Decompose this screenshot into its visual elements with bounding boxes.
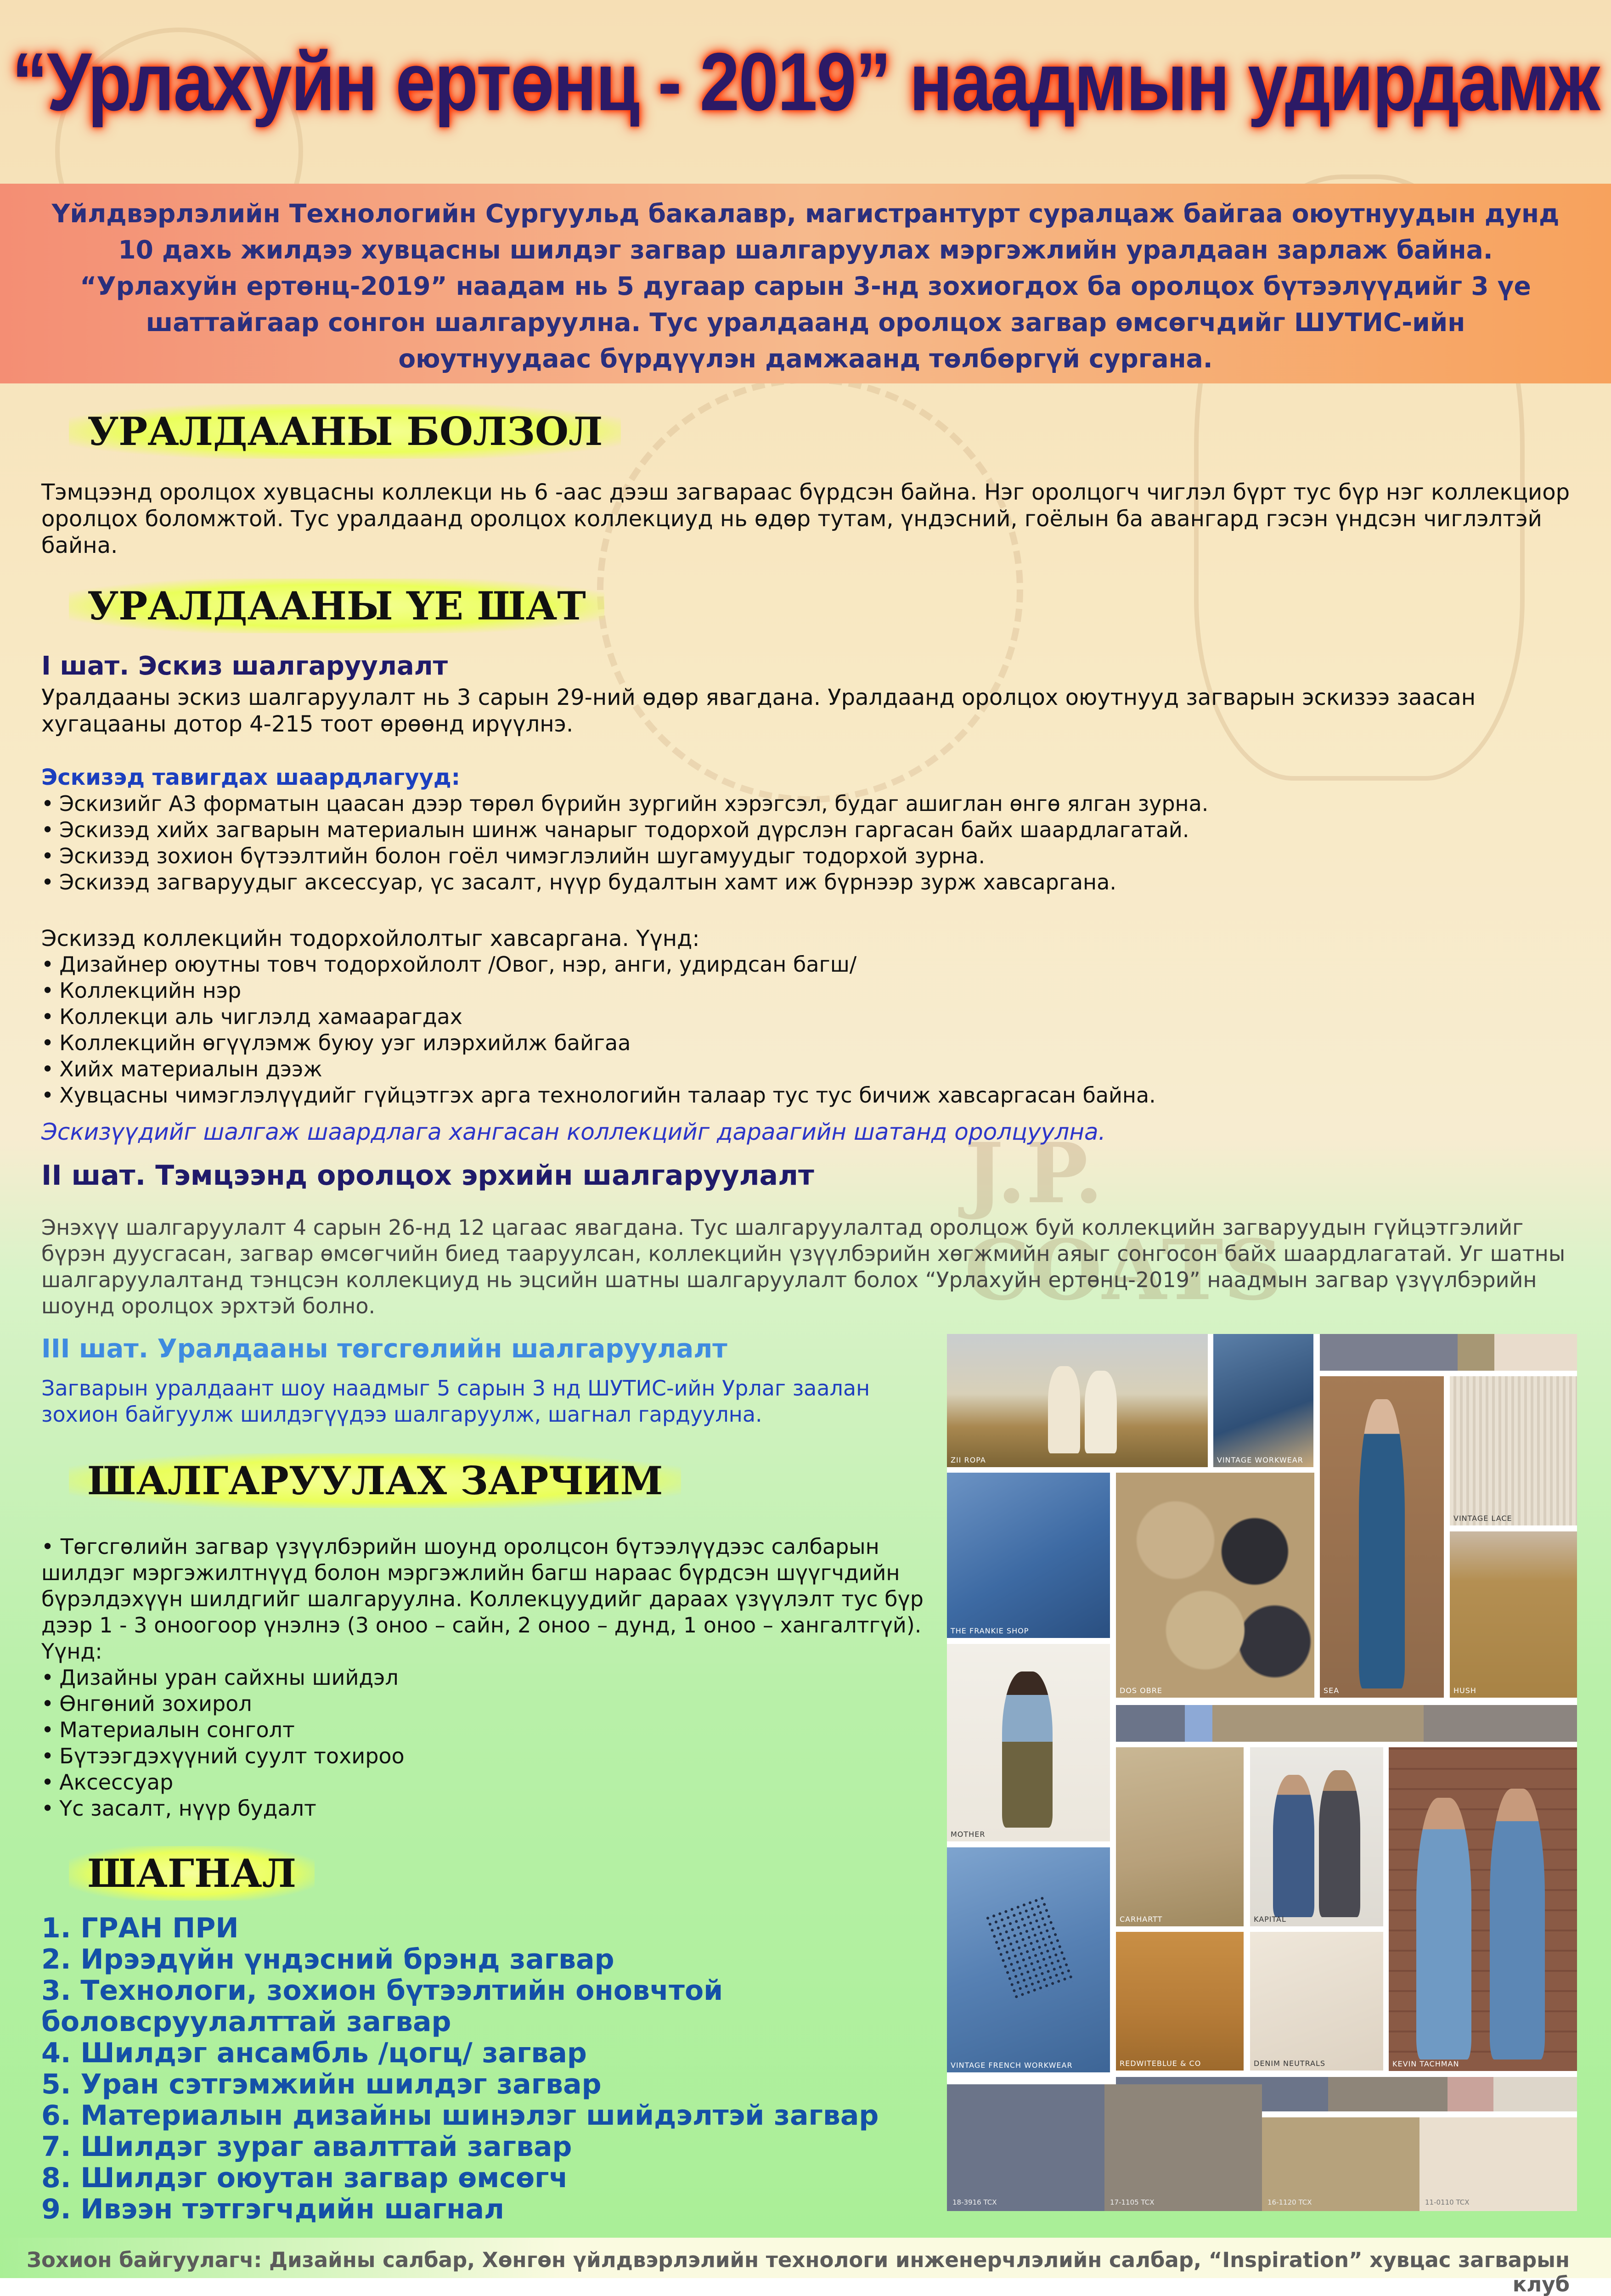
color-swatch	[1116, 1705, 1185, 1742]
award-item: 7. Шилдэг зураг авалттай загвар	[41, 2131, 572, 2163]
list-item: • Материалын сонголт	[41, 1717, 941, 1743]
photo-jumpsuit-model	[1320, 1376, 1444, 1698]
swatch-code: 16-1120 TCX	[1267, 2198, 1312, 2206]
list-item: • Коллекци аль чиглэлд хамаарагдах	[41, 1004, 1557, 1030]
photo-overalls-men	[1389, 1747, 1577, 2071]
list-item: • Коллекцийн өгүүлэмж буюу уэг илэрхийлж байгаа	[41, 1030, 1557, 1056]
embroidery-pattern	[984, 1894, 1076, 2003]
color-swatch	[1494, 1334, 1577, 1371]
pantone-swatch	[1262, 2117, 1419, 2211]
list-item: • Хийх материалын дээж	[41, 1056, 1557, 1082]
criteria-text: • Төгсгөлийн загвар үзүүлбэрийн шоунд оролцсон бүтээлүүдээс салбарын шилдэг мэргэжилтнүүд болон мэргэжлийн багш нараас бүрдсэн шүүгчдийн бүрэлдэхүүн шилдгийг шалгаруулна. Коллекцуудийг дараах үзүүлэлт тус бүр дээр 1 - 3 оноогоор үнэлнэ (3 оноо – сайн, 2 оноо – дунд, 1 оноо – хангалтгүй). Үүнд:	[41, 1534, 924, 1664]
figure-shape	[1359, 1399, 1405, 1688]
moodboard-collage	[947, 1334, 1577, 2211]
list-item: • Эскизэд загваруудыг аксессуар, үс засалт, нүүр будалтын хамт иж бүрнээр зурж хавсаргана.	[41, 869, 1557, 895]
stage1-note: Эскизүүдийг шалгаж шаардлага хангасан коллекцийг дараагийн шатанд оролцуулна.	[41, 1119, 1106, 1145]
requirements-title: Эскизэд тавигдах шаардлагууд:	[41, 765, 460, 790]
section-heading-criteria: ШАЛГАРУУЛАХ ЗАРЧИМ	[69, 1453, 681, 1508]
color-swatch	[1493, 2077, 1577, 2111]
photo-denim-sleeve	[947, 1473, 1110, 1638]
swatch-code: 11-0110 TCX	[1425, 2198, 1470, 2206]
award-item: 3. Технологи, зохион бүтээлтийн оновчтой боловсруулалттай загвар	[41, 1975, 723, 2038]
swatch-fill	[1104, 2084, 1262, 2211]
color-swatch	[1424, 1705, 1577, 1742]
photo-caption: KAPITAL	[1254, 1915, 1286, 1924]
photo-embroidered-denim	[947, 1847, 1110, 2072]
description-intro: Эскизэд коллекцийн тодорхойлолтыг хавсаргана. Үүнд:	[41, 926, 700, 951]
requirements-list	[41, 791, 1557, 895]
photo-caption: DOS OBRE	[1120, 1686, 1162, 1695]
figure-shape	[1319, 1770, 1360, 1917]
figure-shape	[1048, 1366, 1080, 1453]
photo-field-models	[947, 1334, 1208, 1467]
color-swatch	[1328, 2077, 1448, 2111]
stage3-text: Загварын уралдаант шоу наадмыг 5 сарын 3 нд ШУТИС-ийн Урлаг заалан зохион байгуулж шилдэгүүдээ шалгаруулж, шагнал гардуулна.	[41, 1376, 870, 1427]
photo-denim-button	[1213, 1334, 1313, 1467]
footer-organizer	[0, 2238, 1611, 2296]
photo-seated-model	[947, 1644, 1110, 1841]
photo-caption: HUSH	[1453, 1686, 1476, 1695]
award-item: 8. Шилдэг оюутан загвар өмсөгч	[41, 2162, 568, 2194]
stage2-title: II шат. Тэмцээнд оролцох эрхийн шалгаруулалт	[41, 1159, 814, 1192]
intro-banner	[0, 184, 1611, 383]
list-item: • Хувцасны чимэглэлүүдийг гүйцэтгэх арга технологийн талаар тус тус бичиж хавсаргасан байна.	[41, 1082, 1557, 1109]
photo-caption: MOTHER	[951, 1830, 986, 1839]
figure-shape	[1002, 1671, 1053, 1828]
section-heading-awards: ШАГНАЛ	[69, 1846, 315, 1901]
sketch-circle-decoration	[597, 377, 1023, 803]
pantone-swatch	[1104, 2084, 1262, 2211]
figure-shape	[1085, 1371, 1117, 1453]
color-swatch	[1458, 1334, 1494, 1371]
list-item: • Эскизэд хийх загварын материалын шинж чанарыг тодорхой дүрслэн гаргасан байх шаардлагатай.	[41, 817, 1557, 843]
list-item: • Үс засалт, нүүр будалт	[41, 1795, 941, 1822]
photo-workwear-couple	[1250, 1747, 1383, 1926]
list-item: • Дизайны уран сайхны шийдэл	[41, 1665, 941, 1691]
swatch-code: 18-3916 TCX	[952, 2198, 997, 2206]
award-item: 5. Уран сэтгэмжийн шилдэг загвар	[41, 2068, 602, 2100]
swatch-fill	[1419, 2117, 1577, 2211]
figure-shape	[1490, 1789, 1545, 2060]
photo-caption: REDWITEBLUE & CO	[1120, 2059, 1201, 2068]
swatch-fill	[1262, 2117, 1419, 2211]
pantone-swatch	[947, 2084, 1104, 2211]
photo-caption: THE FRANKIE SHOP	[951, 1626, 1029, 1635]
color-swatch	[1212, 1705, 1424, 1742]
photo-caption: VINTAGE FRENCH WORKWEAR	[951, 2061, 1073, 2070]
award-item: 4. Шилдэг ансамбль /цогц/ загвар	[41, 2037, 587, 2069]
photo-leather-pockets	[1116, 1932, 1244, 2071]
description-list	[41, 951, 1557, 1109]
stage1-title: I шат. Эскиз шалгаруулалт	[41, 651, 448, 681]
pantone-swatch	[1419, 2117, 1577, 2211]
photo-khaki-trousers	[1450, 1531, 1577, 1698]
list-item: • Аксессуар	[41, 1769, 941, 1795]
photo-caption: VINTAGE LACE	[1453, 1514, 1512, 1523]
photo-caption: KEVIN TACHMAN	[1392, 2060, 1459, 2068]
photo-caption: SEA	[1324, 1686, 1340, 1695]
figure-shape	[1273, 1775, 1314, 1917]
background-lettering: J.P. COATS	[964, 1125, 1283, 1319]
photo-carhartt-jacket	[1116, 1747, 1244, 1926]
award-item: 9. Ивээн тэтгэгчдийн шагнал	[41, 2193, 504, 2225]
swatch-code: 17-1105 TCX	[1110, 2198, 1155, 2206]
page-title: “Урлахуйн ертөнц - 2019” наадмын удирдамж	[11, 36, 1600, 128]
figure-shape	[1416, 1798, 1471, 2060]
photo-baskets	[1116, 1473, 1314, 1698]
color-swatch	[1448, 2077, 1493, 2111]
stage1-text: Уралдааны эскиз шалгаруулалт нь 3 сарын 29-ний өдөр явагдана. Уралдаанд оролцох оюутнууд загварын эскизээ заасан хугацааны дотор 4-215 тоот өрөөнд ирүүлнэ.	[41, 685, 1476, 737]
award-item: 1. ГРАН ПРИ	[41, 1912, 239, 1944]
list-item: • Бүтээгдэхүүний суулт тохироо	[41, 1743, 941, 1769]
photo-caption: ZII ROPA	[951, 1456, 986, 1464]
awards-list	[41, 1913, 960, 2225]
section-heading-stages: УРАЛДААНЫ ҮЕ ШАТ	[69, 579, 604, 633]
list-item: • Өнгөний зохирол	[41, 1691, 941, 1717]
award-item: 2. Ирээдүйн үндэсний брэнд загвар	[41, 1943, 614, 1975]
section-heading-bolzol: УРАЛДААНЫ БОЛЗОЛ	[69, 404, 621, 459]
award-item: 6. Материалын дизайны шинэлэг шийдэлтэй загвар	[41, 2099, 879, 2132]
bolzol-text: Тэмцээнд оролцох хувцасны коллекци нь 6 -аас дээш загвараас бүрдсэн байна. Нэг оролцогч чиглэл бүрт тус бүр нэг коллекциор оролцох боломжтой. Тус уралдаанд оролцох коллекциуд нь өдөр тутам, үндэсний, гоёлын ба авангард гэсэн үндсэн чиглэлтэй байна.	[41, 479, 1570, 558]
list-item: • Эскизэд зохион бүтээлтийн болон гоёл чимэглэлийн шугамуудыг тодорхой зурна.	[41, 843, 1557, 869]
color-swatch	[1185, 1705, 1212, 1742]
stage3-title: III шат. Уралдааны төгсгөлийн шалгаруулалт	[41, 1334, 727, 1364]
swatch-fill	[947, 2084, 1104, 2211]
color-swatch	[1320, 1334, 1458, 1371]
photo-denim-neutrals	[1250, 1932, 1383, 2071]
list-item: • Эскизийг А3 форматын цаасан дээр төрөл бүрийн зургийн хэрэгсэл, будаг ашиглан өнгө ялган зурна.	[41, 791, 1557, 817]
photo-vintage-lace	[1450, 1376, 1577, 1525]
stage2-text: Энэхүү шалгаруулалт 4 сарын 26-нд 12 цагаас явагдана. Тус шалгаруулалтад оролцож буй коллекцийн загваруудын гүйцэтгэлийг бүрэн дуусгасан, загвар өмсөгчийн биед тааруулсан, коллекцийн үзүүлбэрийн хөгжмийн аяыг сонгосон байх шаардлагатай. Уг шатны шалгаруулалтанд тэнцсэн коллекциуд нь эцсийн шатны шалгаруулалт болох “Урлахуйн ертөнц-2019” наадмын загвар үзүүлбэрийн шоунд оролцох эрхтэй болно.	[41, 1215, 1566, 1318]
footer-text: Зохион байгуулагч: Дизайны салбар, Хөнгөн үйлдвэрлэлийн технологи инженерчлэлийн салбар, “Inspiration” хувцас загварын клуб	[27, 2248, 1570, 2296]
photo-caption: CARHARTT	[1120, 1915, 1163, 1924]
list-item: • Коллекцийн нэр	[41, 978, 1557, 1004]
criteria-list	[41, 1665, 941, 1822]
intro-text: Үйлдвэрлэлийн Технологийн Сургуульд бакалавр, магистрантурт суралцаж байгаа оюутнуудын дунд 10 дахь жилдээ хувцасны шилдэг загвар шалгаруулах мэргэжлийн уралдаан зарлаж байна. “Урлахуйн ертөнц-2019” наадам нь 5 дугаар сарын 3-нд зохиогдох ба оролцох бүтээлүүдийг 3 үе шаттайгаар сонгон шалгаруулна. Тус уралдаанд оролцох загвар өмсөгчдийг ШУТИС-ийн оюутнуудаас бүрдүүлэн дамжаанд төлбөргүй сургана.	[51, 199, 1560, 373]
photo-caption: DENIM NEUTRALS	[1254, 2059, 1326, 2068]
photo-caption: VINTAGE WORKWEAR	[1217, 1456, 1303, 1464]
list-item: • Дизайнер оюутны товч тодорхойлолт /Овог, нэр, анги, удирдсан багш/	[41, 951, 1557, 978]
